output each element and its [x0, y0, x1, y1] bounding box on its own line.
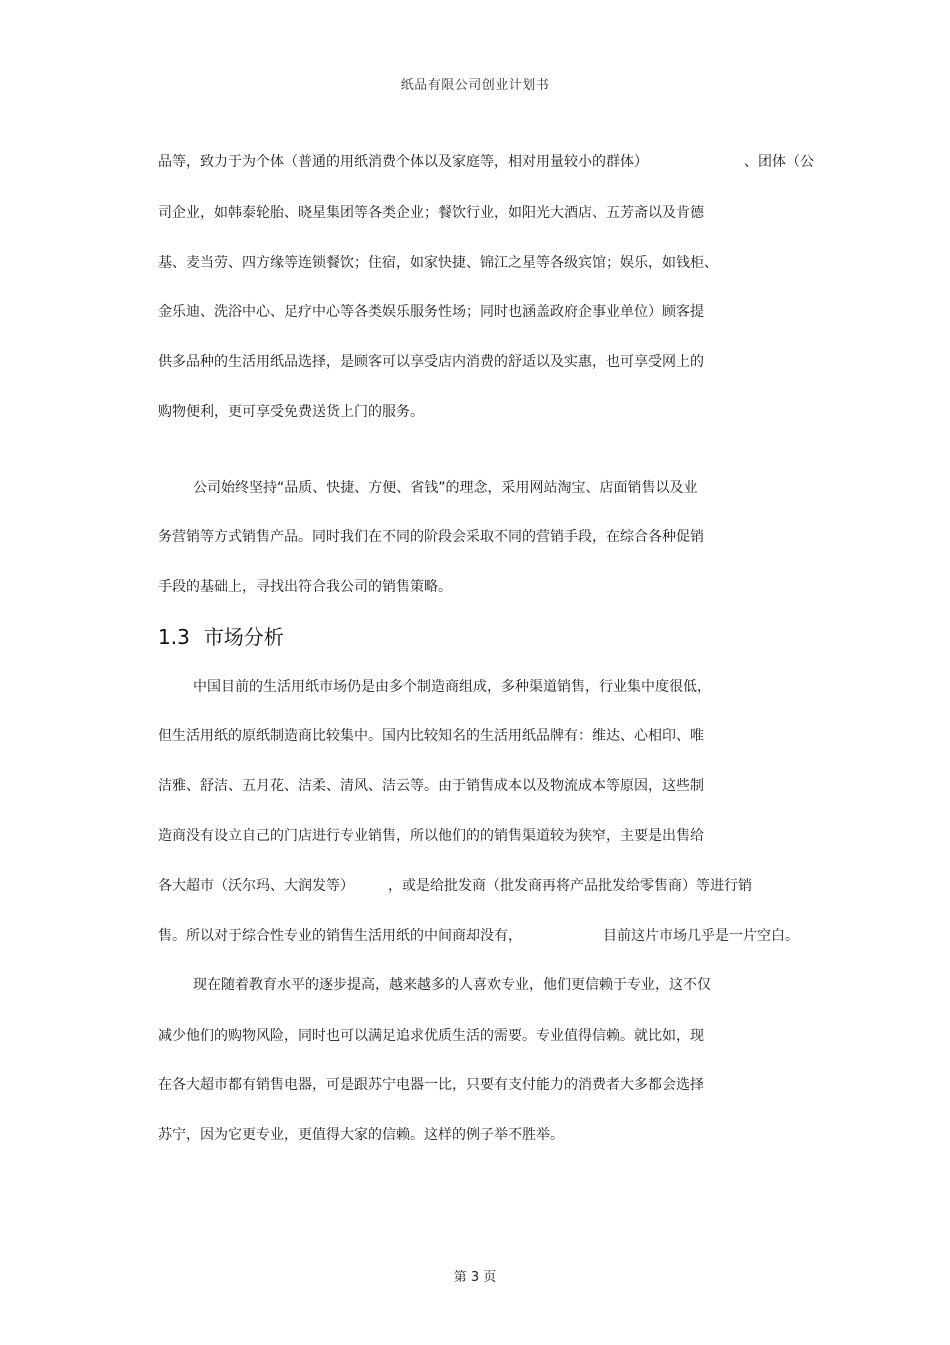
paragraph-1-line-4: 金乐迪、洗浴中心、足疗中心等各类娱乐服务性场；同时也涵盖政府企事业单位）顾客提	[158, 304, 704, 320]
paragraph-1-line-5: 供多品种的生活用纸品选择，是顾客可以享受店内消费的舒适以及实惠，也可享受网上的	[158, 354, 704, 370]
section-heading	[158, 624, 284, 650]
paragraph-3-line-6b: 目前这片市场几乎是一片空白。	[603, 928, 799, 944]
paragraph-3-line-4: 造商没有设立自己的门店进行专业销售，所以他们的的销售渠道较为狭窄，主要是出售给	[158, 828, 704, 844]
paragraph-3-line-1: 中国目前的生活用纸市场仍是由多个制造商组成，多种渠道销售，行业集中度很低，	[193, 679, 711, 695]
paragraph-3-line-3: 洁雅、舒洁、五月花、洁柔、清风、洁云等。由于销售成本以及物流成本等原因，这些制	[158, 778, 704, 794]
page-number: 第 3 页	[453, 1270, 497, 1285]
paragraph-4-line-2: 减少他们的购物风险，同时也可以满足追求优质生活的需要。专业值得信赖。就比如，现	[158, 1028, 704, 1044]
paragraph-1-line-1b: 、团体（公	[744, 154, 814, 170]
paragraph-3-line-5a: 各大超市（沃尔玛、大润发等）	[158, 878, 354, 894]
section-number: 1.3	[158, 625, 190, 649]
paragraph-1-line-6: 购物便利，更可享受免费送货上门的服务。	[158, 404, 424, 420]
paragraph-4-line-1: 现在随着教育水平的逐步提高，越来越多的人喜欢专业，他们更信赖于专业，这不仅	[193, 977, 711, 993]
paragraph-2-line-1: 公司始终坚持“品质、快捷、方便、省钱”的理念，采用网站淘宝、店面销售以及业	[193, 480, 698, 496]
page-header-title: 纸品有限公司创业计划书	[400, 78, 550, 93]
paragraph-3-line-5b: ，或是给批发商（批发商再将产品批发给零售商）等进行销	[388, 878, 752, 894]
paragraph-3-line-6a: 售。所以对于综合性专业的销售生活用纸的中间商却没有，	[158, 928, 522, 944]
paragraph-3-line-2: 但生活用纸的原纸制造商比较集中。国内比较知名的生活用纸品牌有：维达、心相印、唯	[158, 728, 704, 744]
paragraph-2-line-3: 手段的基础上，寻找出符合我公司的销售策略。	[158, 579, 452, 595]
paragraph-1-line-1a: 品等，致力于为个体（普通的用纸消费个体以及家庭等，相对用量较小的群体）	[158, 154, 648, 170]
paragraph-4-line-4: 苏宁，因为它更专业，更值得大家的信赖。这样的例子举不胜举。	[158, 1127, 564, 1143]
paragraph-4-line-3: 在各大超市都有销售电器，可是跟苏宁电器一比，只要有支付能力的消费者大多都会选择	[158, 1077, 704, 1093]
section-title: 市场分析	[203, 625, 284, 649]
paragraph-2-line-2: 务营销等方式销售产品。同时我们在不同的阶段会采取不同的营销手段，在综合各种促销	[158, 529, 704, 545]
paragraph-1-line-3: 基、麦当劳、四方缘等连锁餐饮；住宿，如家快捷、锦江之星等各级宾馆；娱乐，如钱柜、	[158, 255, 718, 271]
paragraph-1-line-2: 司企业，如韩泰轮胎、晓星集团等各类企业；餐饮行业，如阳光大酒店、五芳斋以及肯德	[158, 205, 704, 221]
